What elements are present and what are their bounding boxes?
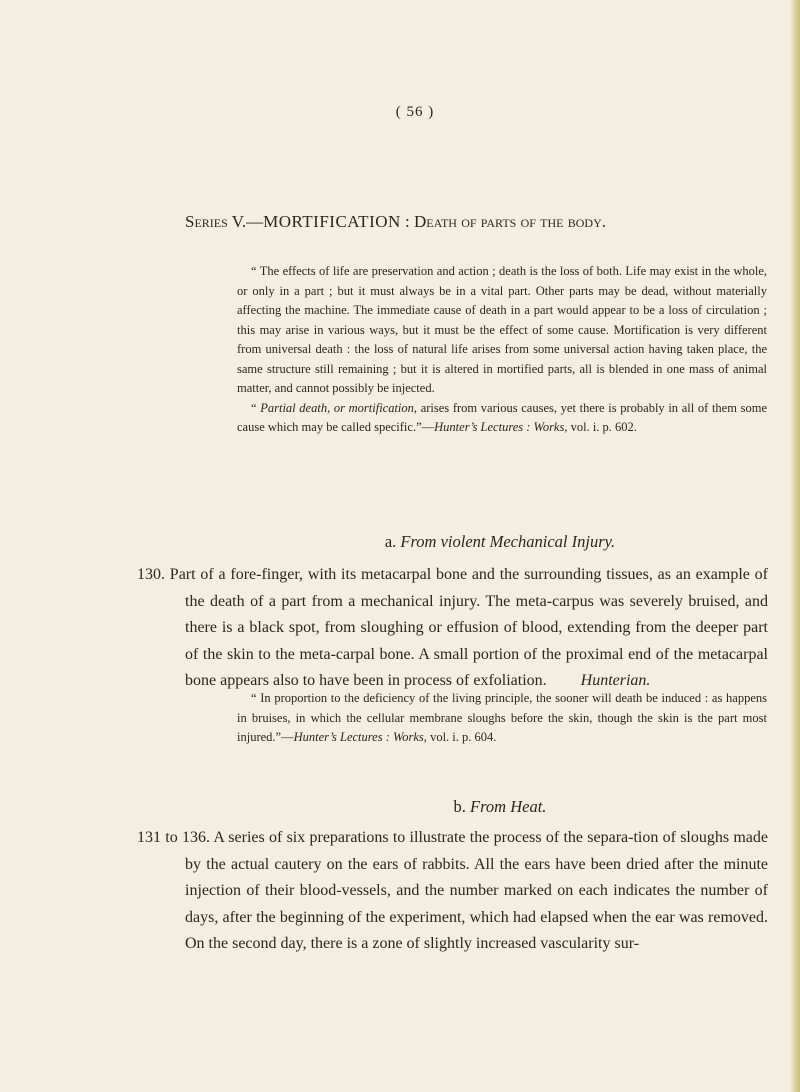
specimen-number: 130. — [137, 566, 165, 583]
quote-reference: vol. i. p. 602. — [567, 420, 637, 434]
quote-paragraph: “ The effects of life are preservation and action ; death is the loss of both. Life may exist in the whole, or only in a part ; but it must always be in a vital part. Other parts may be dead, without materially affecting the machine. The immediate cause of death in a part would appear to be a loss of circulation ; this may arise in various ways, but it must be the effect of some cause. Mortification is very different from universal death : the loss of natural life arises from some universal action having taken place, the same structure still remaining ; but it is altered in mortified parts, all is blended in one mass of animal matter, and cannot possibly be injected. — [237, 264, 767, 395]
quote-block-2 — [237, 689, 767, 748]
quote-paragraph — [237, 689, 767, 748]
specimen-entry-131 — [137, 825, 768, 958]
quote-citation: Hunter’s Lectures : Works, — [434, 420, 568, 434]
quote-paragraph — [237, 399, 767, 438]
quote-open: “ — [251, 400, 261, 415]
specimen-source: Hunterian. — [580, 672, 651, 690]
quote-reference: vol. i. p. 604. — [426, 730, 497, 744]
section-title: From violent Mechanical Injury. — [400, 532, 616, 551]
series-title: MORTIFICATION — [263, 212, 401, 231]
quote-text: “ In proportion to the deficiency of the living principle, the sooner will death be induced : as happens in bruises, in which the cellular membrane sloughs before the skin, though the skin is the part most injured.”— — [237, 691, 767, 744]
quote-block-1 — [237, 262, 767, 438]
quote-text: arises from various causes, yet there is probably in all of them some cause which may be called specific.”— — [237, 400, 767, 434]
series-heading — [185, 212, 606, 232]
page-edge-shadow — [790, 0, 800, 1092]
quote-italic: Partial death, or mortification, — [260, 400, 418, 415]
section-heading-a — [0, 532, 800, 552]
specimen-number: 131 — [137, 829, 161, 846]
series-separator: : — [400, 212, 415, 231]
series-label: Series V. — [185, 212, 247, 231]
page-number: ( 56 ) — [395, 104, 435, 120]
section-heading-b — [0, 797, 800, 817]
specimen-description: Part of a fore-finger, with its metacarpal bone and the surrounding tissues, as an example of the death of a part from a mechanical injury. The meta-carpus was severely bruised, and there is a black spot, from sloughing or effusion of blood, extending from the deeper part of the skin to the meta-carpal bone. A small portion of the proximal end of the metacarpal bone appears also to have been in process of exfoliation. — [165, 566, 768, 690]
series-subtitle: Death of parts of the body. — [414, 212, 606, 231]
specimen-entry-130 — [137, 562, 768, 695]
specimen-description: to 136. A series of six preparations to illustrate the process of the separa-tion of sloughs made by the actual cautery on the ears of rabbits. All the ears have been dried after the minute injection of their blood-vessels, and the number marked on each indicates the number of days, after the beginning of the experiment, which had elapsed when the ear was removed. On the second day, there is a zone of slightly increased vascularity sur- — [161, 829, 768, 953]
section-letter: a. — [384, 532, 401, 551]
section-title: From Heat. — [470, 797, 547, 816]
section-letter: b. — [453, 797, 471, 816]
series-dash: — — [246, 212, 264, 231]
quote-citation: Hunter’s Lectures : Works, — [293, 730, 427, 744]
